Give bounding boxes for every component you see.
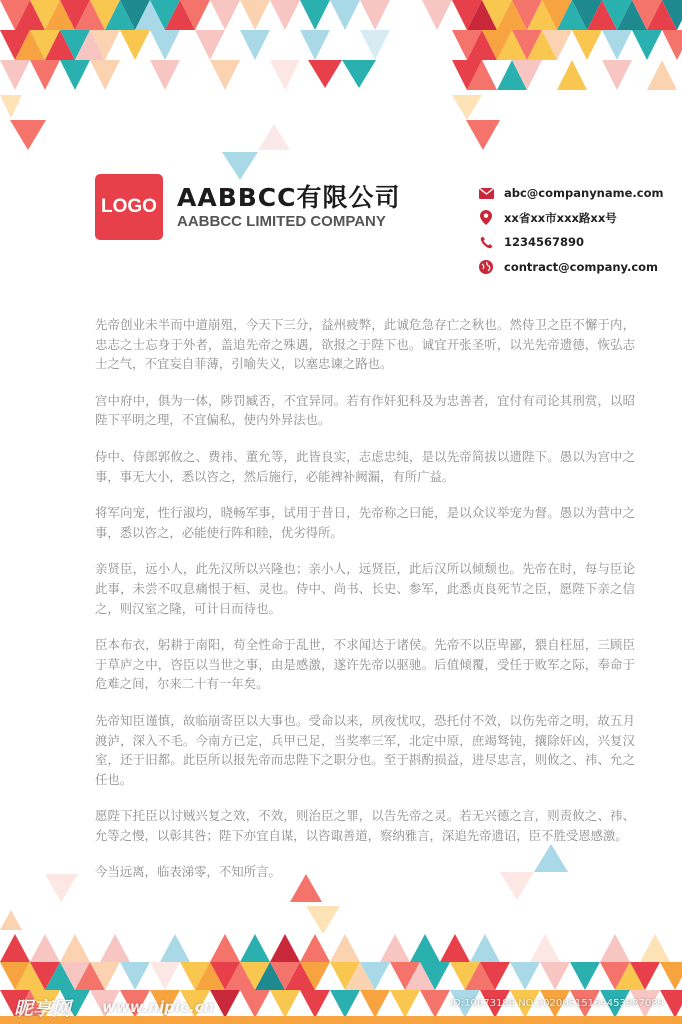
watermark-url: www.nipic.cn bbox=[102, 998, 215, 1016]
paragraph: 先帝创业未半而中道崩殂，今天下三分，益州疲弊，此诚危急存亡之秋也。然侍卫之臣不懈于内，忠志之士忘身于外者，盖追先帝之殊遇，欲报之于陛下也。诚宜开张圣听，以光先帝遗德，恢弘志士之气，不宜妄自菲薄，引喻失义，以塞忠谏之路也。 bbox=[95, 317, 635, 372]
letter-body bbox=[95, 315, 635, 899]
contact-address-text: xx省xx市xxx路xx号 bbox=[504, 210, 617, 225]
watermark-id: ID:10673188 NO:20200515164453987089 bbox=[450, 998, 664, 1009]
paragraph: 宫中府中，俱为一体，陟罚臧否，不宜异同。若有作奸犯科及为忠善者，宜付有司论其刑赏，以昭陛下平明之理，不宜偏私，使内外异法也。 bbox=[95, 392, 635, 428]
envelope-icon bbox=[478, 186, 494, 200]
contact-phone bbox=[478, 230, 678, 255]
paragraph: 愿陛下托臣以讨贼兴复之效，不效，则治臣之罪，以告先帝之灵。若无兴德之言，则责攸之、祎、允等之慢，以彰其咎；陛下亦宜自谋，以咨诹善道，察纳雅言，深追先帝遗诏，臣不胜受恩感激。 bbox=[95, 808, 635, 843]
contact-email bbox=[478, 181, 678, 206]
paragraph: 今当远离，临表涕零，不知所言。 bbox=[95, 864, 281, 880]
paragraph: 亲贤臣，远小人，此先汉所以兴隆也；亲小人，远贤臣，此后汉所以倾颓也。先帝在时，每与臣论此事，未尝不叹息痛恨于桓、灵也。侍中、尚书、长史、参军，此悉贞良死节之臣，愿陛下亲之信之，则汉室之隆，可计日而待也。 bbox=[95, 561, 635, 616]
paragraph: 侍中、侍郎郭攸之、费祎、董允等，此皆良实，志虑忠纯，是以先帝简拔以遗陛下。愚以为宫中之事，事无大小，悉以咨之，然后施行，必能裨补阙漏，有所广益。 bbox=[95, 448, 635, 484]
contact-web bbox=[478, 255, 678, 280]
company-logo: LOGO bbox=[95, 174, 163, 240]
company-name-cn: AABBCC有限公司 bbox=[177, 183, 401, 212]
top-triangle-pattern bbox=[0, 0, 682, 180]
watermark bbox=[0, 990, 682, 1024]
contact-phone-text: 1234567890 bbox=[504, 235, 585, 250]
top-right-triangles bbox=[422, 0, 682, 150]
company-name-en: AABBCC LIMITED COMPANY bbox=[177, 213, 386, 230]
location-pin-icon bbox=[478, 211, 494, 225]
contact-web-text: contract@company.com bbox=[504, 259, 659, 274]
paragraph: 先帝知臣谨慎，故临崩寄臣以大事也。受命以来，夙夜忧叹，恐托付不效，以伤先帝之明，故五月渡泸，深入不毛。今南方已定，兵甲已足，当奖率三军，北定中原，庶竭驽钝，攘除奸凶，兴复汉室，还于旧都。此臣所以报先帝而忠陛下之职分也。至于斟酌损益，进尽忠言，则攸之、祎、允之任也。 bbox=[95, 712, 635, 787]
paragraph: 臣本布衣，躬耕于南阳，苟全性命于乱世，不求闻达于诸侯。先帝不以臣卑鄙，猥自枉屈，三顾臣于草庐之中，咨臣以当世之事，由是感激，遂许先帝以驱驰。后值倾覆，受任于败军之际，奉命于危难之间，尔来二十有一年矣。 bbox=[95, 637, 635, 692]
phone-icon bbox=[478, 235, 494, 249]
watermark-brand: 昵享网 bbox=[14, 998, 72, 1020]
globe-icon bbox=[478, 260, 494, 274]
contact-info bbox=[478, 181, 678, 279]
top-left-triangles bbox=[0, 0, 390, 180]
contact-email-text: abc@companyname.com bbox=[504, 186, 664, 201]
paragraph: 将军向宠，性行淑均，晓畅军事，试用于昔日，先帝称之曰能，是以众议举宠为督。愚以为营中之事，悉以咨之，必能使行阵和睦，优劣得所。 bbox=[95, 505, 635, 540]
contact-address bbox=[478, 206, 678, 231]
